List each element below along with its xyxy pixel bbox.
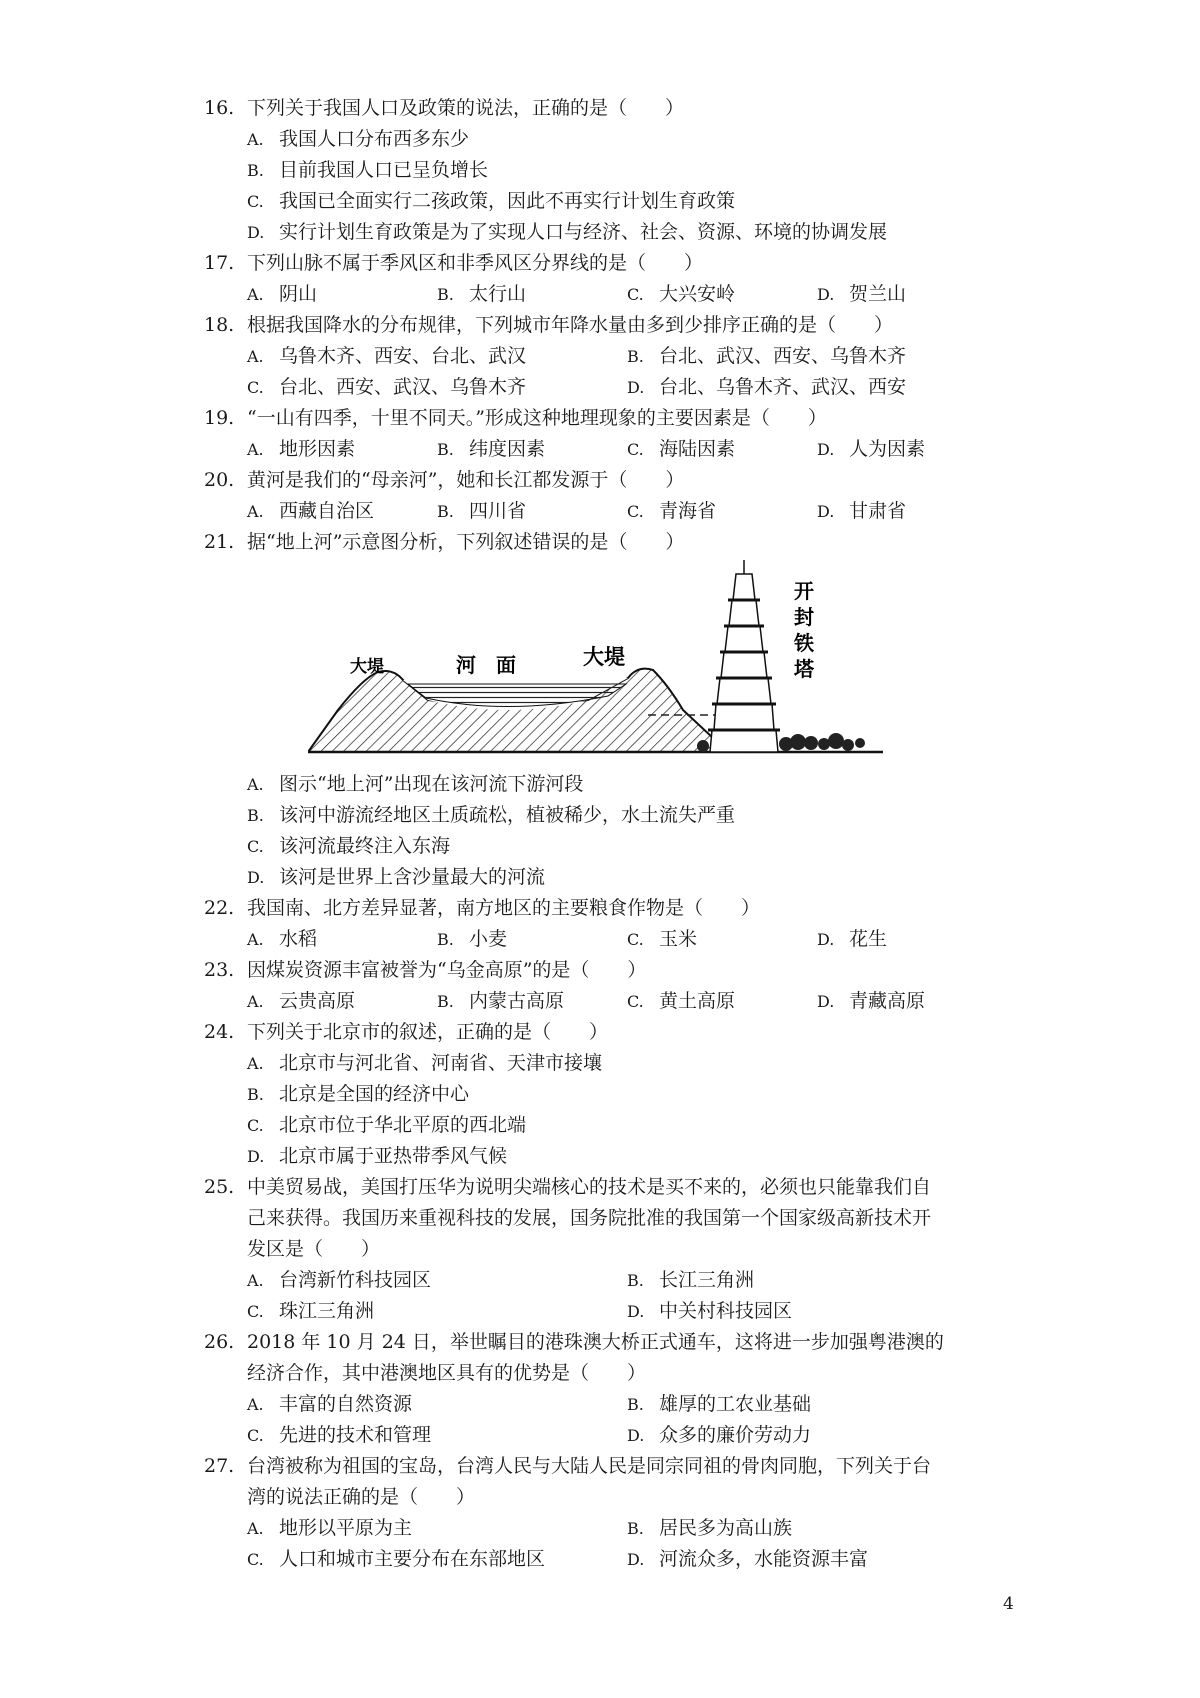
option-a: A. 我国人口分布西多东少 (247, 128, 470, 150)
option-b: B. 北京是全国的经济中心 (247, 1083, 470, 1105)
option-b: B. 居民多为高山族 (627, 1517, 793, 1539)
question-stem-line-1: 2018 年 10 月 24 日，举世瞩目的港珠澳大桥正式通车，这将进一步加强粤港澳的 (247, 1331, 944, 1353)
option-b: B. 该河中游流经地区土质疏松，植被稀少，水土流失严重 (247, 804, 736, 826)
question-number: 21. (204, 531, 235, 553)
option-d: D. 众多的廉价劳动力 (627, 1424, 812, 1446)
option-a: A. 水稻 (247, 928, 318, 950)
kaifeng-iron-tower (708, 560, 780, 752)
option-a: A. 乌鲁木齐、西安、台北、武汉 (247, 345, 527, 367)
option-c: C. 台北、西安、武汉、乌鲁木齐 (247, 376, 527, 398)
question-stem-line-1: 台湾被称为祖国的宝岛，台湾人民与大陆人民是同宗同祖的骨肉同胞，下列关于台 (247, 1455, 932, 1477)
question-number: 22. (204, 897, 235, 919)
option-a: A. 台湾新竹科技园区 (247, 1269, 432, 1291)
option-b: B. 雄厚的工农业基础 (627, 1393, 812, 1415)
question-number: 17. (204, 252, 235, 274)
tower-label-2: 封 (794, 605, 814, 629)
option-a: A. 阴山 (247, 283, 318, 305)
question-stem: 下列关于北京市的叙述，正确的是（ ） (247, 1021, 609, 1043)
option-c: C. 大兴安岭 (627, 283, 736, 305)
option-d: D. 甘肃省 (817, 500, 907, 522)
option-a: A. 西藏自治区 (247, 500, 375, 522)
question-stem-line-2: 经济合作，其中港澳地区具有的优势是（ ） (247, 1362, 647, 1384)
option-b: B. 内蒙古高原 (437, 990, 565, 1012)
question-stem: 黄河是我们的“母亲河”，她和长江都发源于（ ） (247, 469, 685, 491)
option-d: D. 北京市属于亚热带季风气候 (247, 1145, 508, 1167)
option-c: C. 珠江三角洲 (247, 1300, 375, 1322)
question-stem-line-2: 己来获得。我国历来重视科技的发展，国务院批准的我国第一个国家级高新技术开 (247, 1207, 932, 1229)
question-stem-line-3: 发区是（ ） (247, 1238, 381, 1260)
option-c: C. 海陆因素 (627, 438, 736, 460)
option-c: C. 人口和城市主要分布在东部地区 (247, 1548, 546, 1570)
option-c: C. 玉米 (627, 928, 698, 950)
question-stem: 据“地上河”示意图分析，下列叙述错误的是（ ） (247, 531, 685, 553)
option-c: C. 黄土高原 (627, 990, 736, 1012)
option-d: D. 该河是世界上含沙量最大的河流 (247, 866, 546, 888)
question-number: 26. (204, 1331, 235, 1353)
question-stem: 下列关于我国人口及政策的说法，正确的是（ ） (247, 97, 685, 119)
option-a: A. 地形以平原为主 (247, 1517, 413, 1539)
option-b: B. 目前我国人口已呈负增长 (247, 159, 489, 181)
option-d: D. 中关村科技园区 (627, 1300, 793, 1322)
tower-label-1: 开 (794, 579, 814, 603)
option-a: A. 地形因素 (247, 438, 356, 460)
option-c: C. 青海省 (627, 500, 717, 522)
tower-label-4: 塔 (794, 657, 814, 681)
question-stem: 下列山脉不属于季风区和非季风区分界线的是（ ） (247, 252, 704, 274)
question-number: 19. (204, 407, 235, 429)
question-number: 25. (204, 1176, 235, 1198)
tower-label-3: 铁 (794, 631, 814, 655)
question-number: 18. (204, 314, 235, 336)
page-number: 4 (1003, 1594, 1014, 1614)
question-number: 16. (204, 97, 235, 119)
option-d: D. 人为因素 (817, 438, 926, 460)
raised-river-diagram (308, 560, 898, 768)
question-stem: 因煤炭资源丰富被誉为“乌金高原”的是（ ） (247, 959, 647, 981)
option-c: C. 该河流最终注入东海 (247, 835, 451, 857)
question-number: 20. (204, 469, 235, 491)
question-stem: 根据我国降水的分布规律，下列城市年降水量由多到少排序正确的是（ ） (247, 314, 894, 336)
question-number: 23. (204, 959, 235, 981)
right-dike-label: 大堤 (583, 645, 625, 669)
option-d: D. 河流众多，水能资源丰富 (627, 1548, 869, 1570)
option-a: A. 图示“地上河”出现在该河流下游河段 (247, 773, 584, 795)
question-stem-line-1: 中美贸易战，美国打压华为说明尖端核心的技术是买不来的，必须也只能靠我们自 (247, 1176, 932, 1198)
option-a: A. 丰富的自然资源 (247, 1393, 413, 1415)
option-b: B. 纬度因素 (437, 438, 546, 460)
option-b: B. 长江三角洲 (627, 1269, 755, 1291)
option-b: B. 台北、武汉、西安、乌鲁木齐 (627, 345, 907, 367)
question-number: 27. (204, 1455, 235, 1477)
option-d: D. 实行计划生育政策是为了实现人口与经济、社会、资源、环境的协调发展 (247, 221, 888, 243)
option-c: C. 先进的技术和管理 (247, 1424, 432, 1446)
option-d: D. 贺兰山 (817, 283, 907, 305)
option-b: B. 太行山 (437, 283, 527, 305)
question-stem: 我国南、北方差异显著，南方地区的主要粮食作物是（ ） (247, 897, 761, 919)
left-dike-label: 大堤 (350, 657, 384, 677)
option-d: D. 台北、乌鲁木齐、武汉、西安 (627, 376, 907, 398)
river-surface-label: 河 面 (456, 653, 516, 677)
question-stem-line-2: 湾的说法正确的是（ ） (247, 1486, 476, 1508)
option-b: B. 小麦 (437, 928, 508, 950)
option-c: C. 北京市位于华北平原的西北端 (247, 1114, 527, 1136)
option-b: B. 四川省 (437, 500, 527, 522)
option-c: C. 我国已全面实行二孩政策，因此不再实行计划生育政策 (247, 190, 736, 212)
question-stem: “一山有四季，十里不同天。”形成这种地理现象的主要因素是（ ） (247, 407, 827, 429)
option-a: A. 云贵高原 (247, 990, 356, 1012)
option-d: D. 花生 (817, 928, 888, 950)
question-number: 24. (204, 1021, 235, 1043)
option-d: D. 青藏高原 (817, 990, 926, 1012)
option-a: A. 北京市与河北省、河南省、天津市接壤 (247, 1052, 603, 1074)
